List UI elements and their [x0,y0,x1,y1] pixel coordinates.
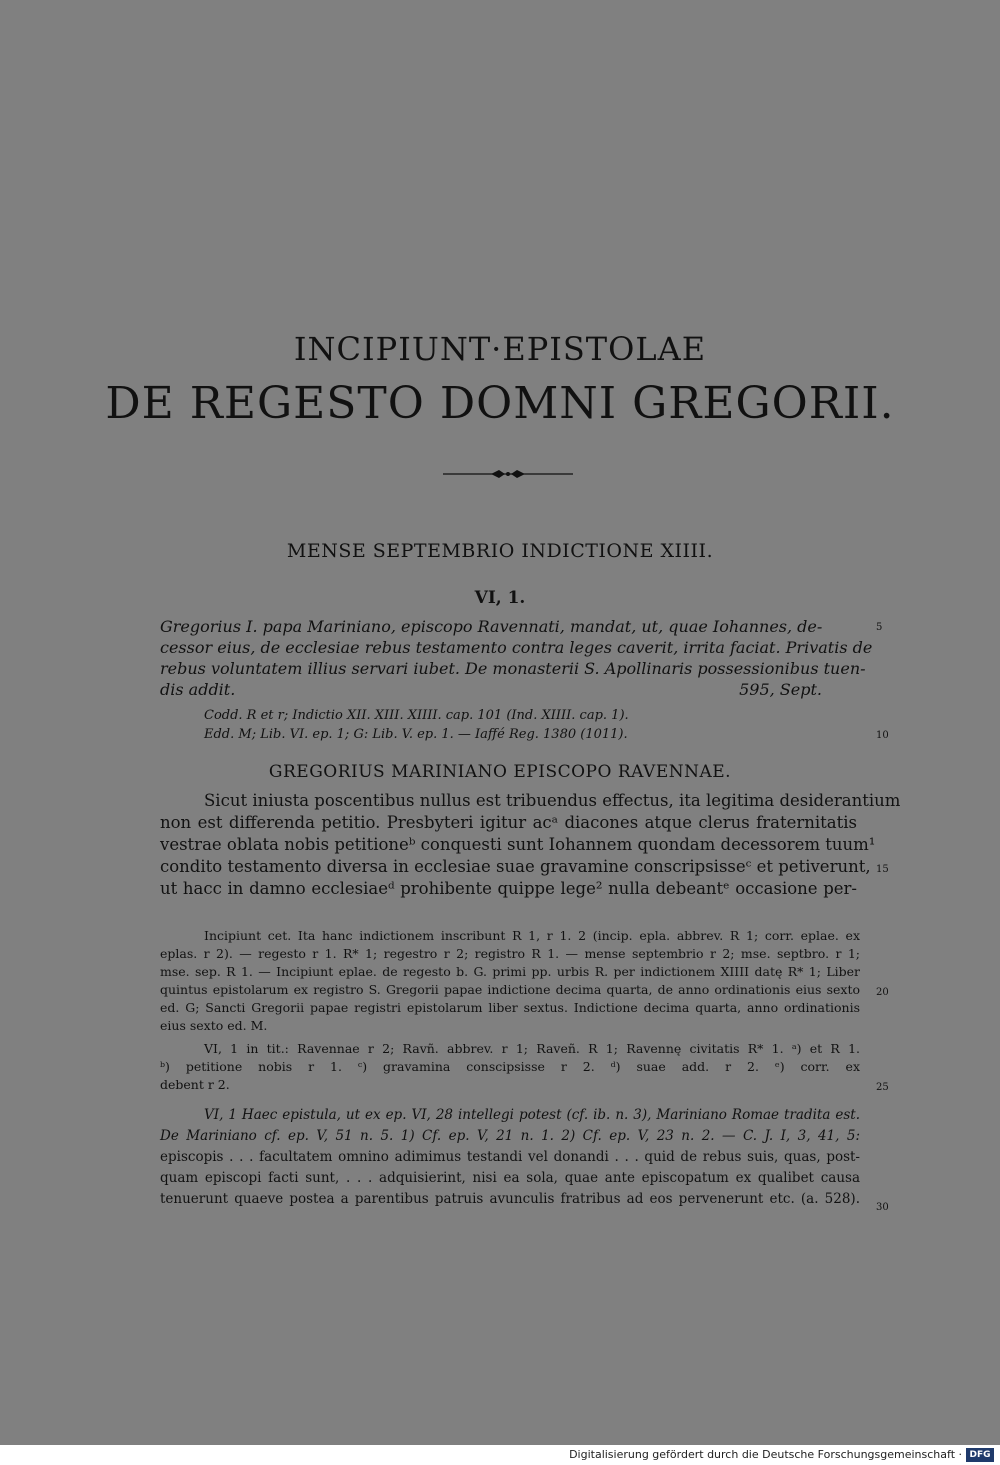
body-line: Sicut iniusta poscentibus nullus est tribuendus effectus, ita legitima desiderantium [204,791,901,810]
line-number: 25 [876,1082,889,1093]
note-line: tenuerunt quaeve postea a parentibus patruis avunculis fratribus ad eos pervenerunt etc. (a. 528). [160,1191,860,1207]
body-line: vestrae oblata nobis petitioneᵇ conquesti sunt Iohannem quondam decessorem tuum¹ [160,835,876,854]
sources-line: Edd. M; Lib. VI. ep. 1; G: Lib. V. ep. 1. — Iaffé Reg. 1380 (1011). [204,727,628,742]
title-line-2: DE REGESTO DOMNI GREGORII. [105,378,895,429]
variant-readings [160,1040,860,1094]
regest-line: rebus voluntatem illius servari iubet. De monasterii S. Apollinaris possessionibus tuen- [160,659,866,678]
manuscript-sources [204,706,629,744]
variant-line: ᵇ) petitione nobis r 1. ᶜ) gravamina conscipsisse r 2. ᵈ) suae add. r 2. ᵉ) corr. ex [160,1059,860,1074]
apparatus-line: eius sexto ed. M. [160,1018,268,1033]
body-line: ut hacc in damno ecclesiaeᵈ prohibente quippe lege² nulla debeantᵉ occasione per- [160,879,857,898]
footer-credit: Digitalisierung gefördert durch die Deutsche Forschungsgemeinschaft · [569,1448,962,1461]
apparatus-line: quintus epistolarum ex registro S. Gregorii papae indictione decima quarta, de anno ordinationis eius sexto [160,982,860,997]
sources-line: Codd. R et r; Indictio XII. XIII. XIIII. cap. 101 (Ind. XIIII. cap. 1). [204,708,629,723]
line-number: 5 [876,622,883,633]
historical-notes [160,1105,860,1210]
dfg-logo-icon[interactable]: DFG [966,1448,994,1462]
line-number: 15 [876,864,889,875]
regest-line: cessor eius, de ecclesiae rebus testamento contra leges caverit, irrita faciat. Privatis de [160,638,873,657]
regest-summary [160,616,873,700]
body-line: non est differenda petitio. Presbyteri igitur acᵃ diacones atque clerus fraternitatis [160,813,857,832]
note-line: VI, 1 Haec epistula, ut ex ep. VI, 28 intellegi potest (cf. ib. n. 3), Mariniano Romae tradita est. [204,1107,860,1123]
apparatus-line: mse. sep. R 1. — Incipiunt eplae. de regesto b. G. primi pp. urbis R. per indictionem XIIII datę R* 1; Liber [160,964,860,979]
line-number: 30 [876,1202,889,1213]
regest-line-last [160,679,860,700]
variant-line: VI, 1 in tit.: Ravennae r 2; Ravñ. abbrev. r 1; Raveñ. R 1; Ravennę civitatis R* 1. ᵃ) et R 1. [204,1041,860,1056]
letter-address: GREGORIUS MARINIANO EPISCOPO RAVENNAE. [268,762,732,782]
note-line: episcopis . . . facultatem omnino adimimus testandi vel donandi . . . quid de rebus suis, quas, post- [160,1149,860,1165]
apparatus-line: eplas. r 2). — regesto r 1. R* 1; regestro r 2; registro R 1. — mense septembrio r 2; mse. septbro. r 1; [160,946,860,961]
ornament-divider [443,467,573,481]
footer-bar [0,1445,1000,1465]
note-line: quam episcopi facti sunt, . . . adquisierint, nisi ea sola, quae ante episcopatum ex qualibet causa [160,1170,860,1186]
regest-last-words: dis addit. [160,680,236,699]
line-number: 10 [876,730,889,741]
document-number: VI, 1. [474,588,526,608]
variant-line: debent r 2. [160,1077,230,1092]
critical-apparatus [160,927,860,1035]
month-heading: MENSE SEPTEMBRIO INDICTIONE XIIII. [286,540,714,562]
body-line: condito testamento diversa in ecclesiae suae gravamine conscripsisseᶜ et petiverunt, [160,857,871,876]
apparatus-line: Incipiunt cet. Ita hanc indictionem inscribunt R 1, r 1. 2 (incip. epla. abbrev. R 1; corr. eplae. ex [204,928,860,943]
apparatus-line: ed. G; Sancti Gregorii papae registri epistolarum liber sextus. Indictione decima quarta, anno ordinationis [160,1000,860,1015]
line-number: 20 [876,987,889,998]
title-line-1: INCIPIUNT·EPISTOLAE [293,330,707,368]
regest-line: Gregorius I. papa Mariniano, episcopo Ravennati, mandat, ut, quae Iohannes, de- [160,617,823,636]
regest-date: 595, Sept. [739,680,822,699]
note-line: De Mariniano cf. ep. V, 51 n. 5. 1) Cf. ep. V, 21 n. 1. 2) Cf. ep. V, 23 n. 2. — C. J. I, 3, 41, 5: [160,1128,860,1144]
